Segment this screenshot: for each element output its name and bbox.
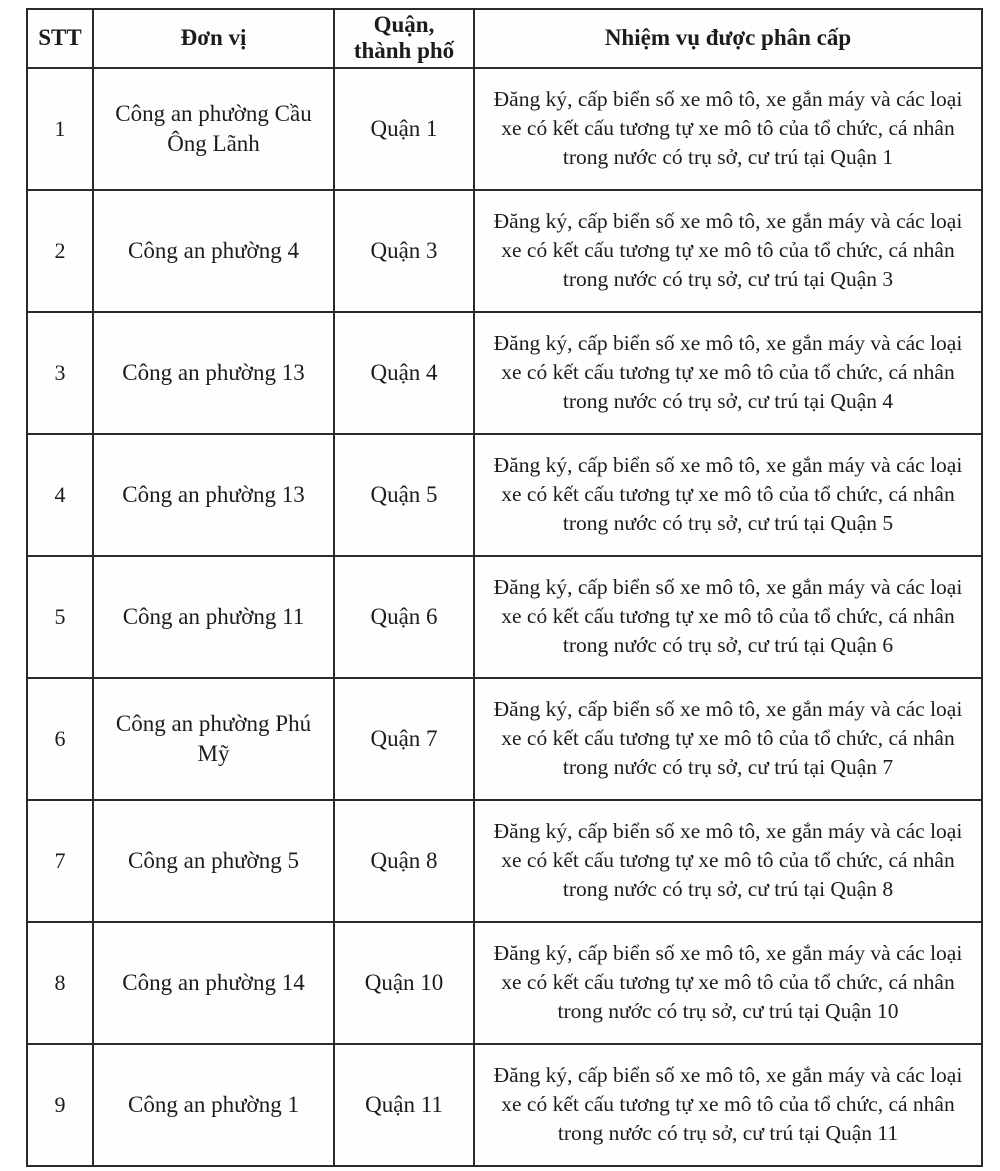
cell-don-vi: Công an phường 1 (93, 1044, 334, 1166)
cell-don-vi: Công an phường 14 (93, 922, 334, 1044)
table-row (27, 68, 982, 190)
cell-don-vi: Công an phường 11 (93, 556, 334, 678)
document-page (26, 8, 983, 1167)
cell-quan-thanh-pho: Quận 7 (334, 678, 474, 800)
cell-nhiem-vu: Đăng ký, cấp biển số xe mô tô, xe gắn máy và các loại xe có kết cấu tương tự xe mô tô của tổ chức, cá nhân trong nước có trụ sở, cư trú tại Quận 11 (474, 1044, 982, 1166)
cell-stt: 7 (27, 800, 93, 922)
cell-don-vi: Công an phường Phú Mỹ (93, 678, 334, 800)
table-row (27, 434, 982, 556)
cell-don-vi: Công an phường 4 (93, 190, 334, 312)
table-row (27, 678, 982, 800)
cell-nhiem-vu: Đăng ký, cấp biển số xe mô tô, xe gắn máy và các loại xe có kết cấu tương tự xe mô tô của tổ chức, cá nhân trong nước có trụ sở, cư trú tại Quận 8 (474, 800, 982, 922)
cell-nhiem-vu: Đăng ký, cấp biển số xe mô tô, xe gắn máy và các loại xe có kết cấu tương tự xe mô tô của tổ chức, cá nhân trong nước có trụ sở, cư trú tại Quận 6 (474, 556, 982, 678)
table-row (27, 556, 982, 678)
cell-nhiem-vu: Đăng ký, cấp biển số xe mô tô, xe gắn máy và các loại xe có kết cấu tương tự xe mô tô của tổ chức, cá nhân trong nước có trụ sở, cư trú tại Quận 5 (474, 434, 982, 556)
table-row (27, 312, 982, 434)
cell-don-vi: Công an phường 5 (93, 800, 334, 922)
header-quan-thanh-pho: Quận, thành phố (334, 9, 474, 68)
delegation-table (26, 8, 983, 1167)
cell-nhiem-vu: Đăng ký, cấp biển số xe mô tô, xe gắn máy và các loại xe có kết cấu tương tự xe mô tô của tổ chức, cá nhân trong nước có trụ sở, cư trú tại Quận 1 (474, 68, 982, 190)
cell-quan-thanh-pho: Quận 1 (334, 68, 474, 190)
cell-quan-thanh-pho: Quận 8 (334, 800, 474, 922)
cell-quan-thanh-pho: Quận 10 (334, 922, 474, 1044)
cell-stt: 5 (27, 556, 93, 678)
cell-quan-thanh-pho: Quận 6 (334, 556, 474, 678)
cell-stt: 1 (27, 68, 93, 190)
cell-quan-thanh-pho: Quận 5 (334, 434, 474, 556)
cell-stt: 4 (27, 434, 93, 556)
table-header (27, 9, 982, 68)
cell-don-vi: Công an phường 13 (93, 312, 334, 434)
cell-don-vi: Công an phường 13 (93, 434, 334, 556)
table-row (27, 800, 982, 922)
cell-stt: 2 (27, 190, 93, 312)
table-header-row (27, 9, 982, 68)
cell-nhiem-vu: Đăng ký, cấp biển số xe mô tô, xe gắn máy và các loại xe có kết cấu tương tự xe mô tô của tổ chức, cá nhân trong nước có trụ sở, cư trú tại Quận 7 (474, 678, 982, 800)
header-stt: STT (27, 9, 93, 68)
cell-quan-thanh-pho: Quận 4 (334, 312, 474, 434)
cell-nhiem-vu: Đăng ký, cấp biển số xe mô tô, xe gắn máy và các loại xe có kết cấu tương tự xe mô tô của tổ chức, cá nhân trong nước có trụ sở, cư trú tại Quận 3 (474, 190, 982, 312)
header-nhiem-vu: Nhiệm vụ được phân cấp (474, 9, 982, 68)
cell-don-vi: Công an phường Cầu Ông Lãnh (93, 68, 334, 190)
table-row (27, 190, 982, 312)
table-row (27, 922, 982, 1044)
cell-quan-thanh-pho: Quận 11 (334, 1044, 474, 1166)
header-don-vi: Đơn vị (93, 9, 334, 68)
cell-stt: 3 (27, 312, 93, 434)
cell-stt: 6 (27, 678, 93, 800)
cell-quan-thanh-pho: Quận 3 (334, 190, 474, 312)
cell-nhiem-vu: Đăng ký, cấp biển số xe mô tô, xe gắn máy và các loại xe có kết cấu tương tự xe mô tô của tổ chức, cá nhân trong nước có trụ sở, cư trú tại Quận 4 (474, 312, 982, 434)
cell-stt: 8 (27, 922, 93, 1044)
cell-nhiem-vu: Đăng ký, cấp biển số xe mô tô, xe gắn máy và các loại xe có kết cấu tương tự xe mô tô của tổ chức, cá nhân trong nước có trụ sở, cư trú tại Quận 10 (474, 922, 982, 1044)
cell-stt: 9 (27, 1044, 93, 1166)
table-body (27, 68, 982, 1166)
table-row (27, 1044, 982, 1166)
